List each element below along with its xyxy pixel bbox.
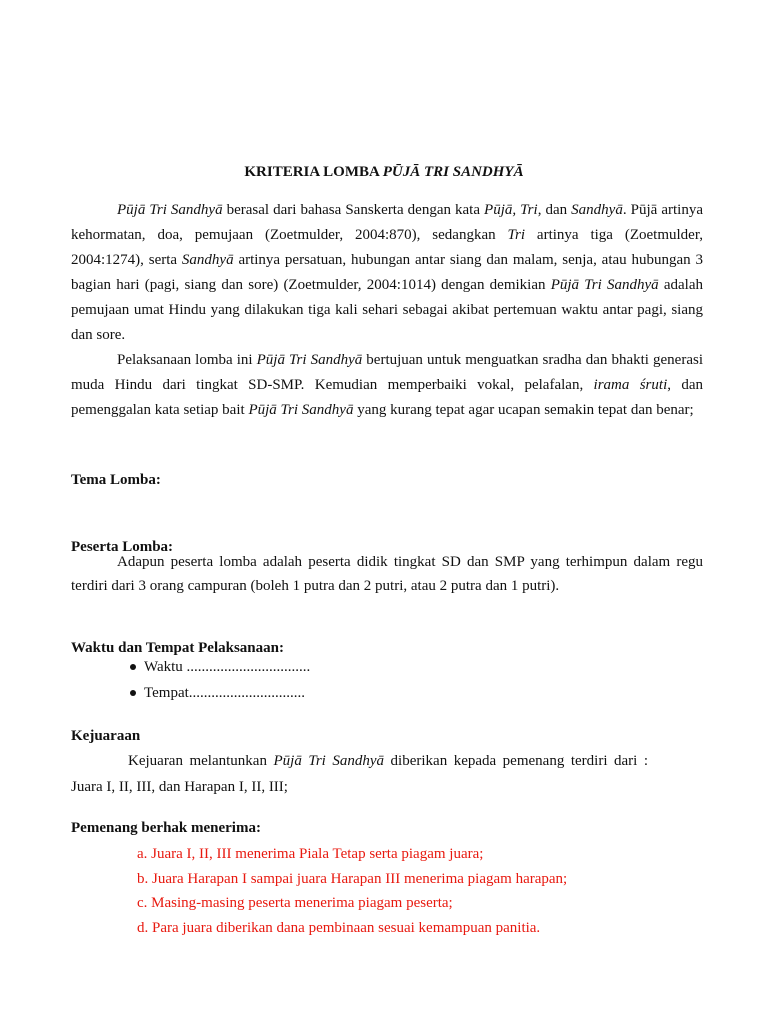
document-title xyxy=(0,163,768,181)
intro-p2-runs xyxy=(71,352,703,418)
italic-text: Pūjā Tri Sandhyā xyxy=(117,202,223,218)
list-item: Tempat............................... xyxy=(128,684,310,710)
text-run: Pelaksanaan lomba ini xyxy=(117,352,257,368)
italic-text: Sandhyā xyxy=(181,252,234,268)
text-run: berasal dari bahasa Sanskerta dengan kata xyxy=(222,202,485,218)
tema-heading: Tema Lomba: xyxy=(71,472,161,488)
text-run: bertujuan untuk menguatkan sradha dan bhakti generasi muda Hindu dari tingkat SD-SMP. Kemudian memperbaiki vokal, pelafalan, xyxy=(71,352,703,393)
peserta-text: Adapun peserta lomba adalah peserta didik tingkat SD dan SMP yang terhimpun dalam regu terdiri dari 3 orang campuran (boleh 1 putra dan 2 putri, atau 2 putra dan 1 putri). xyxy=(71,554,703,594)
text-run: . Pūjā artinya kehormatan, doa, pemujaan (Zoetmulder, 2004:870), sedangkan xyxy=(71,202,703,243)
list-item: Waktu ................................. xyxy=(128,658,310,684)
italic-text: Pūjā Tri Sandhyā xyxy=(550,277,659,293)
pemenang-list xyxy=(137,845,567,943)
waktu-list xyxy=(128,658,310,710)
intro-paragraph-2 xyxy=(71,348,703,423)
text-run: , dan pemenggalan kata setiap bait xyxy=(71,377,703,418)
text-run: artinya persatuan, hubungan antar siang dan malam, senja, atau hubungan 3 bagian hari (pagi, siang dan sore) (Zoetmulder, 2004:1014) dengan demikian xyxy=(71,252,703,293)
peserta-paragraph xyxy=(71,550,703,598)
italic-text: Pūjā, Tri xyxy=(484,202,538,218)
kejuaraan-heading: Kejuaraan xyxy=(71,728,141,744)
italic-text: Pūjā Tri Sandhyā xyxy=(256,352,363,368)
bullet-icon xyxy=(130,664,136,670)
bullet-icon xyxy=(130,690,136,696)
title-prefix: KRITERIA LOMBA xyxy=(244,164,383,180)
list-item: c. Masing-masing peserta menerima piagam peserta; xyxy=(137,895,453,911)
list-item: a. Juara I, II, III menerima Piala Tetap serta piagam juara; xyxy=(137,846,484,862)
waktu-heading: Waktu dan Tempat Pelaksanaan: xyxy=(71,640,284,656)
text-run: diberikan kepada pemenang terdiri dari : xyxy=(384,753,649,769)
text-run: , dan xyxy=(537,202,572,218)
italic-text: Pūjā Tri Sandhyā xyxy=(248,402,354,418)
title-italic: PŪJĀ TRI SANDHYĀ xyxy=(382,164,524,180)
peserta-heading: Peserta Lomba: xyxy=(71,539,174,555)
list-item: b. Juara Harapan I sampai juara Harapan III menerima piagam harapan; xyxy=(137,870,568,887)
italic-text: Sandhyā xyxy=(571,202,623,218)
pemenang-heading: Pemenang berhak menerima: xyxy=(71,820,261,836)
text-run: adalah pemujaan umat Hindu yang dilakukan tiga kali sehari sebagai akibat pertemuan waktu antar pagi, siang dan sore. xyxy=(71,277,703,343)
intro-paragraph-1 xyxy=(71,198,703,348)
intro-p1-runs xyxy=(71,202,703,343)
list-item: d. Para juara diberikan dana pembinaan sesuai kemampuan panitia. xyxy=(137,919,541,936)
kejuaraan-line-1 xyxy=(128,752,648,770)
text-run: artinya tiga (Zoetmulder, 2004:1274), serta xyxy=(71,227,703,268)
kejuaraan-line-2: Juara I, II, III, dan Harapan I, II, III; xyxy=(71,779,288,795)
italic-text: Tri xyxy=(507,227,526,243)
kejuaraan-runs xyxy=(128,753,648,769)
text-run: yang kurang tepat agar ucapan semakin tepat dan benar; xyxy=(353,402,694,418)
text-run: Kejuaran melantunkan xyxy=(128,753,274,769)
italic-text: irama śruti xyxy=(593,377,668,393)
italic-text: Pūjā Tri Sandhyā xyxy=(273,753,385,769)
